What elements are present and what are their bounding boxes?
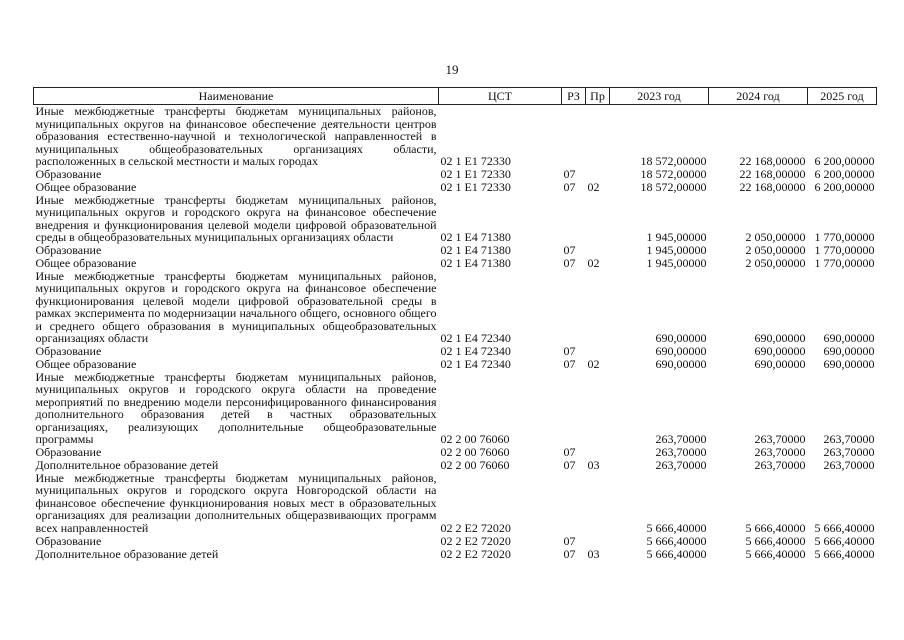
row-cst: 02 1 E1 72330 <box>440 180 511 194</box>
row-rz: 07 <box>563 357 576 371</box>
row-rz: 07 <box>563 180 576 194</box>
table-row <box>34 194 877 244</box>
header-2023: 2023 год <box>610 88 709 105</box>
row-2025: 6 200,00000 <box>814 180 875 194</box>
row-2025: 690,00000 <box>823 344 875 358</box>
row-rz: 07 <box>563 167 576 181</box>
row-rz: 07 <box>563 445 576 459</box>
row-2024: 22 168,00000 <box>739 180 806 194</box>
table-row <box>34 105 877 168</box>
row-2023: 18 572,00000 <box>640 167 707 181</box>
row-name: Иные межбюджетные трансферты бюджетам муниципальных районов, муниципальных округов на финансовое обеспечение деятельности центров образования естественно-научной и технологической направленностей в муниципальных общеобразовательных организациях области, расположенных в сельской местности и малых городах <box>35 104 437 168</box>
row-2023: 1 945,00000 <box>646 243 707 257</box>
row-rz: 07 <box>563 344 576 358</box>
row-cst: 02 1 E4 72340 <box>440 357 511 371</box>
row-2025: 690,00000 <box>823 331 875 345</box>
row-rz: 07 <box>563 458 576 472</box>
table-row <box>34 358 877 371</box>
table-row <box>34 181 877 194</box>
row-pr <box>586 472 610 535</box>
row-rz <box>562 194 586 244</box>
header-rz: РЗ <box>562 88 586 105</box>
row-cst: 02 1 E1 72330 <box>440 167 511 181</box>
row-cst: 02 2 E2 72020 <box>440 533 511 548</box>
row-2024: 263,70000 <box>754 445 806 459</box>
row-pr <box>586 534 610 547</box>
row-2025: 1 770,00000 <box>814 243 875 257</box>
row-name: Дополнительное образование детей <box>35 458 219 472</box>
row-name: Дополнительное образование детей <box>35 546 219 561</box>
table-row <box>34 257 877 270</box>
row-2025: 6 200,00000 <box>814 167 875 181</box>
row-cst: 02 2 00 76060 <box>440 445 510 459</box>
row-2024: 2 050,00000 <box>745 230 806 244</box>
row-2025: 263,70000 <box>823 432 875 446</box>
row-2024: 690,00000 <box>754 344 806 358</box>
row-name: Общее образование <box>35 357 137 371</box>
header-2025: 2025 год <box>808 88 877 105</box>
table-row <box>34 459 877 472</box>
row-2023: 1 945,00000 <box>646 256 707 270</box>
row-name: Образование <box>35 445 102 459</box>
row-pr <box>586 446 610 459</box>
row-2024: 690,00000 <box>754 331 806 345</box>
table-row <box>34 168 877 181</box>
row-2023: 5 666,40000 <box>646 546 707 561</box>
row-cst: 02 2 00 76060 <box>440 432 510 446</box>
row-pr <box>586 345 610 358</box>
row-2024: 263,70000 <box>754 432 806 446</box>
row-2023: 263,70000 <box>655 445 707 459</box>
row-2024: 2 050,00000 <box>745 243 806 257</box>
row-2023: 1 945,00000 <box>646 230 707 244</box>
row-rz: 07 <box>563 533 576 548</box>
row-pr: 02 <box>587 180 600 194</box>
row-cst: 02 2 E2 72020 <box>440 546 511 561</box>
row-rz <box>562 270 586 345</box>
row-pr: 02 <box>587 256 600 270</box>
row-pr <box>586 105 610 168</box>
row-pr: 03 <box>587 458 600 472</box>
row-cst: 02 1 E1 72330 <box>440 154 511 168</box>
row-2024: 690,00000 <box>754 357 806 371</box>
row-rz: 07 <box>563 256 576 270</box>
row-name: Иные межбюджетные трансферты бюджетам муниципальных районов, муниципальных округов и городского округа на финансовое обеспечение функционирования целевой модели цифровой образовательной среды в рамках эксперимента по модернизации начального общего, основного общего и среднего общего образования в муниципальных общеобразовательных организациях области <box>35 268 437 345</box>
table-row <box>34 345 877 358</box>
row-name: Образование <box>35 167 102 181</box>
table-row <box>34 270 877 345</box>
row-name: Общее образование <box>35 256 137 270</box>
row-2023: 690,00000 <box>655 344 707 358</box>
row-2025: 5 666,40000 <box>814 533 875 548</box>
row-cst: 02 2 00 76060 <box>440 458 510 472</box>
table-row <box>34 547 877 560</box>
row-cst: 02 1 E4 72340 <box>440 331 511 345</box>
row-pr <box>586 194 610 244</box>
row-pr <box>586 168 610 181</box>
row-name: Иные межбюджетные трансферты бюджетам муниципальных районов, муниципальных округов и городского округа на финансовое обеспечение внедрения и функционирования целевой модели цифровой образовательной среды в общеобразовательных муниципальных организациях области <box>35 192 437 244</box>
row-cst: 02 1 E4 71380 <box>440 230 511 244</box>
row-2023: 690,00000 <box>655 331 707 345</box>
row-name: Образование <box>35 344 102 358</box>
row-2023: 690,00000 <box>655 357 707 371</box>
row-rz <box>562 371 586 446</box>
table-row <box>34 446 877 459</box>
row-name: Иные межбюджетные трансферты бюджетам муниципальных районов, муниципальных округов и городского округа Новгородской области на финансовое обеспечение функционирования новых мест в образовательных организациях для реализации дополнительных общеразвивающих программ всех направленностей <box>35 470 437 535</box>
row-rz <box>562 472 586 535</box>
row-2024: 22 168,00000 <box>739 167 806 181</box>
row-2023: 263,70000 <box>655 432 707 446</box>
header-2024: 2024 год <box>709 88 808 105</box>
row-2024: 5 666,40000 <box>745 546 806 561</box>
table-header-row <box>34 88 877 105</box>
row-name: Общее образование <box>35 180 137 194</box>
header-cst: ЦСТ <box>439 88 562 105</box>
row-rz: 07 <box>563 243 576 257</box>
row-2024: 5 666,40000 <box>745 520 806 535</box>
row-name: Образование <box>35 243 102 257</box>
row-2025: 690,00000 <box>823 357 875 371</box>
table-row <box>34 371 877 446</box>
row-2024: 2 050,00000 <box>745 256 806 270</box>
row-2025: 1 770,00000 <box>814 230 875 244</box>
row-2025: 6 200,00000 <box>814 154 875 168</box>
row-cst: 02 2 E2 72020 <box>440 520 511 535</box>
row-2023: 18 572,00000 <box>640 154 707 168</box>
row-pr <box>586 371 610 446</box>
row-rz: 07 <box>563 546 576 561</box>
row-pr <box>586 270 610 345</box>
row-2024: 22 168,00000 <box>739 154 806 168</box>
table-row <box>34 472 877 535</box>
row-2025: 1 770,00000 <box>814 256 875 270</box>
row-cst: 02 1 E4 72340 <box>440 344 511 358</box>
row-2025: 263,70000 <box>823 458 875 472</box>
row-name: Иные межбюджетные трансферты бюджетам муниципальных районов, муниципальных округов и городского округа области на проведение мероприятий по внедрению модели персонифицированного финансирования дополнительного образования детей в частных образовательных организациях, реализующих дополнительные общеобразовательные программы <box>35 369 437 446</box>
row-2025: 5 666,40000 <box>814 546 875 561</box>
row-name: Образование <box>35 533 102 548</box>
row-2023: 263,70000 <box>655 458 707 472</box>
row-2023: 5 666,40000 <box>646 533 707 548</box>
row-pr <box>586 244 610 257</box>
row-pr: 03 <box>587 546 600 561</box>
row-2024: 5 666,40000 <box>745 533 806 548</box>
row-2025: 5 666,40000 <box>814 520 875 535</box>
header-pr: Пр <box>586 88 610 105</box>
row-cst: 02 1 E4 71380 <box>440 256 511 270</box>
budget-table <box>33 87 877 560</box>
row-2023: 18 572,00000 <box>640 180 707 194</box>
header-name: Наименование <box>34 88 439 105</box>
table-row <box>34 534 877 547</box>
page-number: 19 <box>445 62 459 77</box>
row-pr: 02 <box>587 357 600 371</box>
table-row <box>34 244 877 257</box>
row-2023: 5 666,40000 <box>646 520 707 535</box>
row-cst: 02 1 E4 71380 <box>440 243 511 257</box>
row-rz <box>562 105 586 168</box>
row-2025: 263,70000 <box>823 445 875 459</box>
row-2024: 263,70000 <box>754 458 806 472</box>
